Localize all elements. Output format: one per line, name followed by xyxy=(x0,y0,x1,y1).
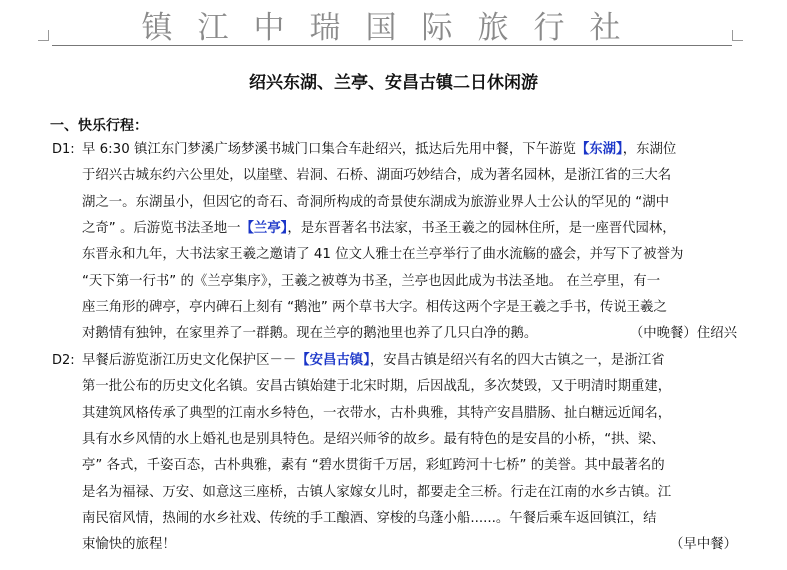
itinerary-line xyxy=(82,193,737,213)
line-text: ，安昌古镇是绍兴有名的四大古镇之一，是浙江省 xyxy=(369,353,665,368)
header-divider xyxy=(52,45,732,46)
line-text: “天下第一行书” 的《兰亭集序》，王羲之被尊为书圣，兰亭也因此成为书法圣地。 在兰亭里，有一 xyxy=(82,273,661,289)
itinerary-line xyxy=(82,509,737,529)
line-text: 之奇” 。后游览书法圣地一 xyxy=(82,220,241,236)
itinerary-line xyxy=(82,351,737,371)
meal-note: （早中餐） xyxy=(670,537,737,553)
line-text: 早 6:30 镇江东门梦溪广场梦溪书城门口集合车赴绍兴，抵达后先用中餐，下午游览 xyxy=(82,142,576,157)
itinerary-line xyxy=(82,298,737,318)
line-text: 是名为福禄、万安、如意这三座桥，古镇人家嫁女儿时，都要走全三桥。行走在江南的水乡古镇。江 xyxy=(82,484,672,500)
line-text: 具有水乡风情的水上婚礼也是别具特色。是绍兴师爷的故乡。最有特色的是安昌的小桥，“拱、梁、 xyxy=(82,431,665,447)
itinerary-line xyxy=(82,377,737,397)
highlighted-place-name: 【东湖】 xyxy=(575,142,623,157)
line-text: 对鹅情有独钟，在家里养了一群鹅。现在兰亭的鹅池里也养了几只白净的鹅。 xyxy=(82,326,538,342)
line-text: 座三角形的碑亭，亭内碑石上刻有 “鹅池” 两个草书大字。相传这两个字是王羲之手书，传说王羲之 xyxy=(82,299,667,315)
line-text: ，东湖位 xyxy=(622,142,677,157)
itinerary-line xyxy=(82,456,737,476)
itinerary-line xyxy=(82,166,737,186)
line-text: 东晋永和九年，大书法家王羲之邀请了 41 位文人雅士在兰亭举行了曲水流觞的盛会，并写下了被誉为 xyxy=(82,247,684,263)
itinerary-line xyxy=(82,535,737,555)
line-text: 早餐后游览浙江历史文化保护区－－ xyxy=(82,353,297,368)
day-label-d2: D2: xyxy=(52,353,75,368)
itinerary-line xyxy=(82,140,737,160)
line-text: 湖之一。东湖虽小，但因它的奇石、奇洞所构成的奇景使东湖成为旅游业界人士公认的罕见的 “湖中 xyxy=(82,194,669,210)
highlighted-place-name: 【安昌古镇】 xyxy=(296,353,370,368)
itinerary-line xyxy=(82,272,737,292)
line-text: ，是东晋著名书法家，书圣王羲之的园林住所，是一座晋代园林， xyxy=(287,220,676,236)
itinerary-line xyxy=(82,324,737,344)
section-heading: 一、快乐行程： xyxy=(50,118,148,134)
line-text: 亭” 各式，千姿百态，古朴典雅，素有 “碧水贯街千万居，彩虹跨河十七桥” 的美誉。其中最著名的 xyxy=(82,458,665,474)
line-text: 第一批公布的历史文化名镇。安昌古镇始建于北宋时期，后因战乱，多次焚毁，又于明清时期重建， xyxy=(82,379,672,395)
line-text: 于绍兴古城东约六公里处，以崖壁、岩洞、石桥、湖面巧妙结合，成为著名园林，是浙江省的三大名 xyxy=(82,168,672,184)
line-text: 其建筑风格传承了典型的江南水乡特色，一衣带水，古朴典雅，其特产安昌腊肠、扯白糖远近闻名， xyxy=(82,405,672,421)
itinerary-line xyxy=(82,430,737,450)
meal-note: （中晚餐）住绍兴 xyxy=(629,326,737,342)
line-text: 南民宿风情，热闹的水乡社戏、传统的手工酿酒、穿梭的乌蓬小船......。午餐后乘车返回镇江，结 xyxy=(82,510,657,526)
page-header-title: 镇江中瑞国际旅行社 xyxy=(141,10,646,46)
itinerary-line xyxy=(82,245,737,265)
line-text: 束愉快的旅程！ xyxy=(82,537,176,553)
itinerary-line xyxy=(82,483,737,503)
itinerary-line xyxy=(82,219,737,239)
highlighted-place-name: 【兰亭】 xyxy=(240,220,288,236)
day-label-d1: D1: xyxy=(52,142,75,157)
itinerary-line xyxy=(82,404,737,424)
document-title: 绍兴东湖、兰亭、安昌古镇二日休闲游 xyxy=(249,73,538,93)
